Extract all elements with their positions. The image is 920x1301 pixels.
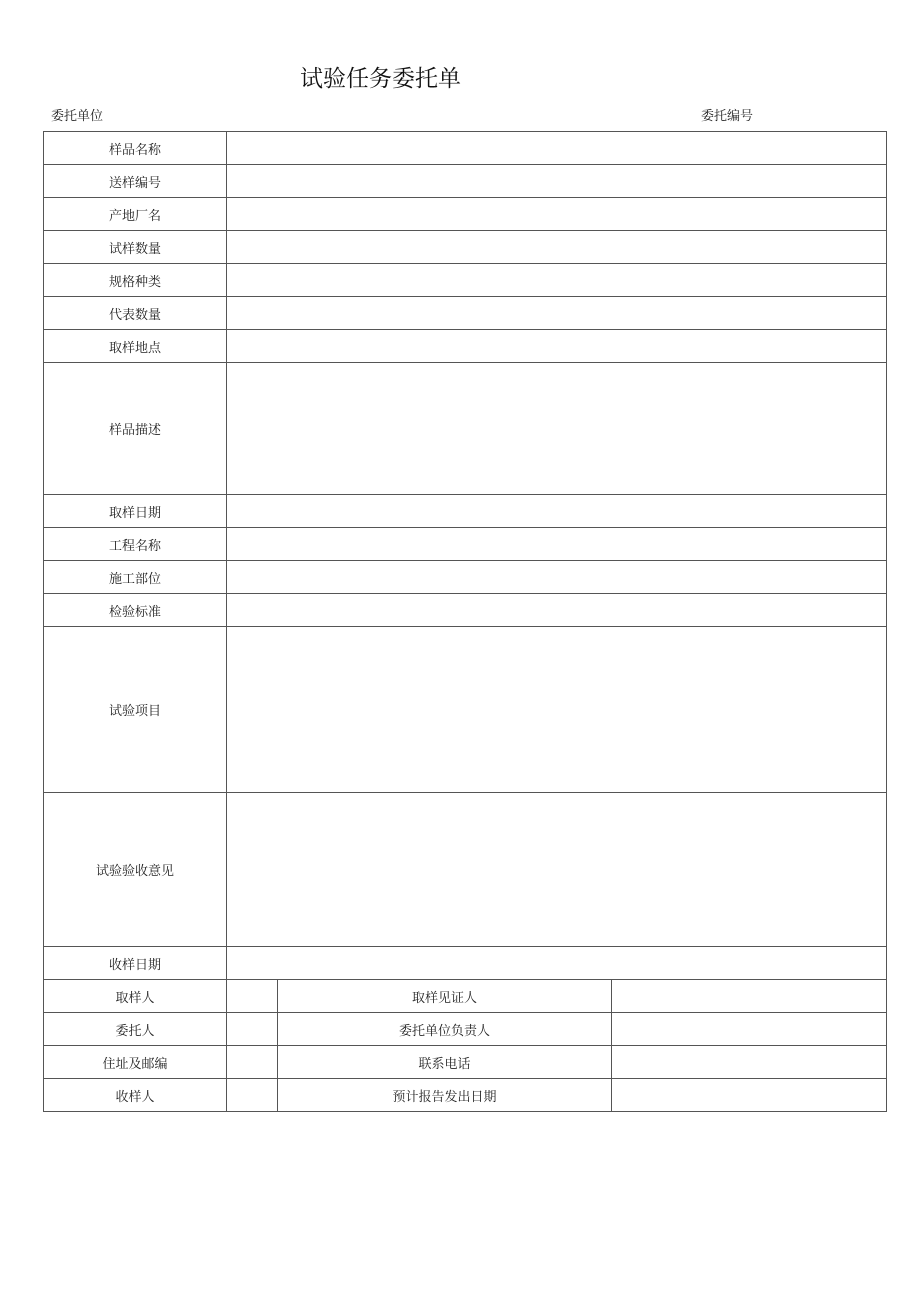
table-row (44, 165, 887, 198)
delivery-no-field[interactable] (227, 165, 887, 198)
table-row (44, 231, 887, 264)
test-items-label: 试验项目 (44, 627, 227, 793)
sampling-date-field[interactable] (227, 495, 887, 528)
construction-part-label: 施工部位 (44, 561, 227, 594)
contact-phone-field[interactable] (612, 1046, 887, 1079)
table-row (44, 363, 887, 495)
sample-quantity-label: 试样数量 (44, 231, 227, 264)
inspection-standard-field[interactable] (227, 594, 887, 627)
sampling-witness-field[interactable] (612, 980, 887, 1013)
table-row (44, 561, 887, 594)
table-row (44, 1079, 887, 1112)
table-row (44, 594, 887, 627)
represent-quantity-label: 代表数量 (44, 297, 227, 330)
construction-part-field[interactable] (227, 561, 887, 594)
sample-description-field[interactable] (227, 363, 887, 495)
table-row (44, 495, 887, 528)
spec-type-label: 规格种类 (44, 264, 227, 297)
sample-quantity-field[interactable] (227, 231, 887, 264)
table-row (44, 132, 887, 165)
spec-type-field[interactable] (227, 264, 887, 297)
project-name-field[interactable] (227, 528, 887, 561)
sampling-location-label: 取样地点 (44, 330, 227, 363)
table-row (44, 264, 887, 297)
table-row (44, 793, 887, 947)
sample-name-label: 样品名称 (44, 132, 227, 165)
table-row (44, 198, 887, 231)
origin-factory-label: 产地厂名 (44, 198, 227, 231)
sampling-witness-label: 取样见证人 (278, 980, 612, 1013)
commission-no-label: 委托编号 (701, 109, 754, 124)
delivery-no-label: 送样编号 (44, 165, 227, 198)
project-name-label: 工程名称 (44, 528, 227, 561)
sampling-location-field[interactable] (227, 330, 887, 363)
test-acceptance-opinion-label: 试验验收意见 (44, 793, 227, 947)
receipt-date-label: 收样日期 (44, 947, 227, 980)
receipt-date-field[interactable] (227, 947, 887, 980)
address-postcode-label: 住址及邮编 (44, 1046, 227, 1079)
page-title: 试验任务委托单 (300, 66, 461, 92)
test-acceptance-opinion-field[interactable] (227, 793, 887, 947)
table-row (44, 980, 887, 1013)
table-row (44, 330, 887, 363)
expected-report-date-field[interactable] (612, 1079, 887, 1112)
client-person-field[interactable] (227, 1013, 278, 1046)
test-items-field[interactable] (227, 627, 887, 793)
sample-name-field[interactable] (227, 132, 887, 165)
sample-description-label: 样品描述 (44, 363, 227, 495)
represent-quantity-field[interactable] (227, 297, 887, 330)
client-unit-responsible-field[interactable] (612, 1013, 887, 1046)
address-postcode-field[interactable] (227, 1046, 278, 1079)
sampler-field[interactable] (227, 980, 278, 1013)
table-row (44, 528, 887, 561)
table-row (44, 297, 887, 330)
receiver-label: 收样人 (44, 1079, 227, 1112)
commission-form-table (43, 131, 887, 1112)
origin-factory-field[interactable] (227, 198, 887, 231)
table-row (44, 1013, 887, 1046)
contact-phone-label: 联系电话 (278, 1046, 612, 1079)
table-row (44, 1046, 887, 1079)
expected-report-date-label: 预计报告发出日期 (278, 1079, 612, 1112)
inspection-standard-label: 检验标准 (44, 594, 227, 627)
table-row (44, 627, 887, 793)
client-unit-label: 委托单位 (51, 109, 104, 124)
sampler-label: 取样人 (44, 980, 227, 1013)
receiver-field[interactable] (227, 1079, 278, 1112)
client-person-label: 委托人 (44, 1013, 227, 1046)
sampling-date-label: 取样日期 (44, 495, 227, 528)
table-row (44, 947, 887, 980)
client-unit-responsible-label: 委托单位负责人 (278, 1013, 612, 1046)
